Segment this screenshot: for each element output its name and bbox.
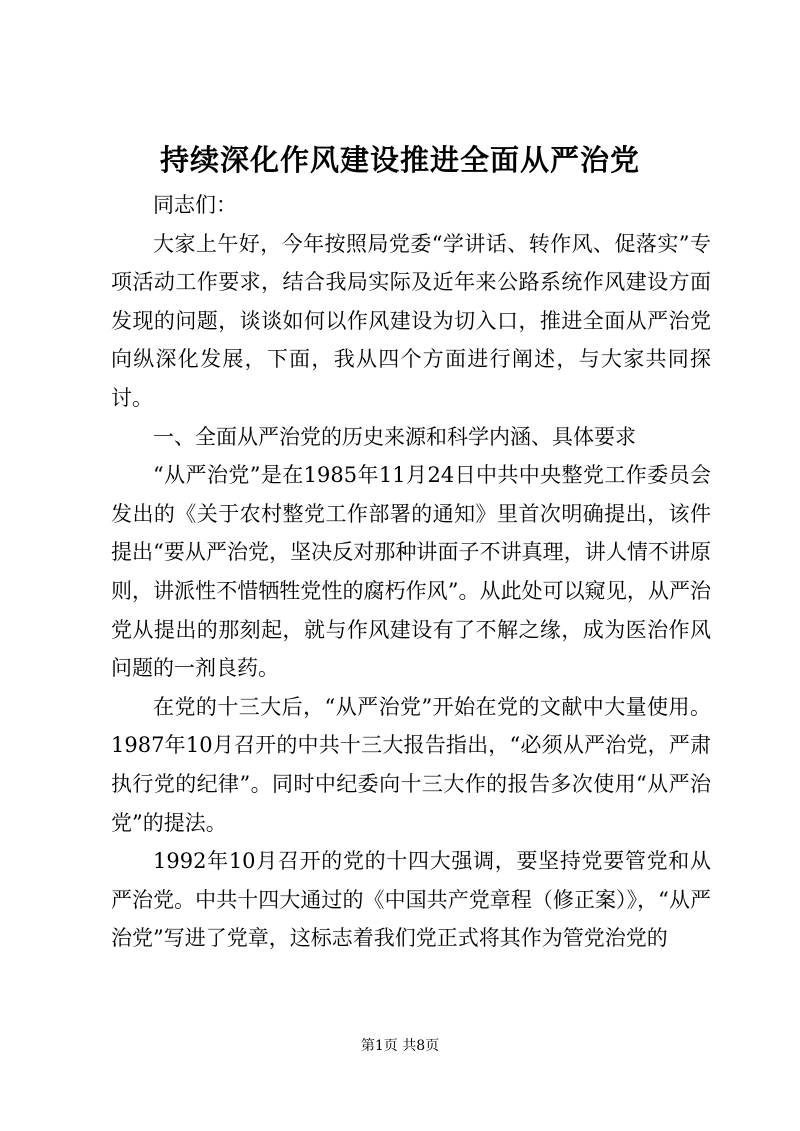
paragraph-fourteenth-congress: 1992年10月召开的党的十四大强调，要坚持党要管党和从严治党。中共十四大通过的《中国共产党章程（修正案）》，“从严治党”写进了党章，这标志着我们党正式将其作为管党治党的 [111,849,711,951]
paragraph-thirteenth-congress: 在党的十三大后，“从严治党”开始在党的文献中大量使用。1987年10月召开的中共十三大报告指出，“必须从严治党，严肃执行党的纪律”。同时中纪委向十三大作的报告多次使用“从严治党”的提法。 [111,694,711,835]
page-number-footer: 第1页 共8页 [360,1038,440,1054]
paragraph-intro: 大家上午好，今年按照局党委“学讲话、转作风、促落实”专项活动工作要求，结合我局实际及近年来公路系统作风建设方面发现的问题，谈谈如何以作风建设为切入口，推进全面从严治党向纵深化发展，下面，我从四个方面进行阐述，与大家共同探讨。 [111,231,711,410]
paragraph-salutation: 同志们： [153,193,237,217]
document-body [111,186,711,958]
paragraph-1985-origin: “从严治党”是在1985年11月24日中共中央整党工作委员会发出的《关于农村整党工作部署的通知》里首次明确提出，该件提出“要从严治党，坚决反对那种讲面子不讲真理，讲人情不讲原则，讲派性不惜牺牲党性的腐朽作风”。从此处可以窥见，从严治党从提出的那刻起，就与作风建设有了不解之缘，成为医治作风问题的一剂良药。 [111,463,711,681]
section-heading-one: 一、全面从严治党的历史来源和科学内涵、具体要求 [153,424,636,449]
document-title: 持续深化作风建设推进全面从严治党 [159,143,640,177]
